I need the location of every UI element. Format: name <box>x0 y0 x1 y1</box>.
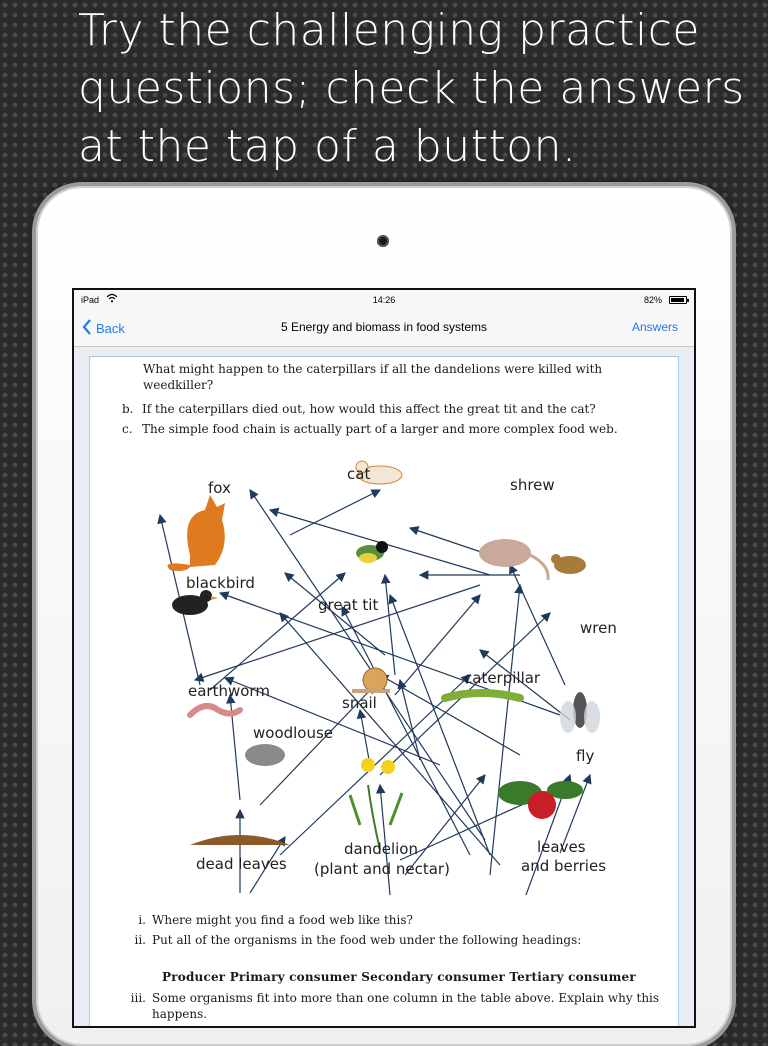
question-ii-text: Put all of the organisms in the food web under the following headings: <box>152 933 582 947</box>
wren-label: wren <box>580 619 617 637</box>
navigation-bar <box>74 310 694 347</box>
arrow <box>290 490 380 535</box>
dandelion-label: dandelion <box>344 840 418 858</box>
question-ii-marker: ii. <box>134 933 146 947</box>
answers-button[interactable]: Answers <box>631 320 678 334</box>
question-b-text: If the caterpillars died out, how would this affect the great tit and the cat? <box>142 402 596 416</box>
question-c-marker: c. <box>122 422 133 436</box>
arrow <box>510 565 565 685</box>
battery-percent: 82% <box>643 295 662 305</box>
app-screen <box>72 288 696 1028</box>
fly-illustration <box>560 692 600 733</box>
question-iii <box>122 990 662 1022</box>
arrow <box>490 585 520 875</box>
question-i <box>122 912 662 928</box>
question-c <box>122 421 662 437</box>
wren-illustration <box>551 554 586 574</box>
question-iii-text: Some organisms fit into more than one column in the table above. Explain why this happens. <box>152 991 660 1021</box>
fox-illustration <box>168 495 226 571</box>
caterpillar-label: caterpillar <box>464 669 541 687</box>
carrier-label: iPad <box>81 295 100 305</box>
arrow <box>360 710 370 765</box>
dandelion-illustration <box>350 758 402 850</box>
dead-leaves-label: dead leaves <box>196 855 287 873</box>
fly-label: fly <box>576 747 595 765</box>
question-i-marker: i. <box>138 913 146 927</box>
fox-label: fox <box>208 479 231 497</box>
question-b <box>122 401 662 417</box>
content-page <box>89 356 679 1028</box>
leaves-label: leaves <box>537 838 586 856</box>
back-label: Back <box>96 321 125 336</box>
woodlouse-label: woodlouse <box>253 724 334 742</box>
leaves-berries-illustration <box>498 781 583 819</box>
question-ii <box>122 932 662 948</box>
berries-label: and berries <box>521 857 607 875</box>
food-web-diagram <box>90 455 678 895</box>
column-headings: Producer Primary consumer Secondary consumer Tertiary consumer <box>162 970 636 984</box>
great-tit-illustration <box>356 541 388 563</box>
question-c-text: The simple food chain is actually part of a larger and more complex food web. <box>142 422 618 436</box>
question-i-text: Where might you find a food web like this? <box>152 913 413 927</box>
earthworm-label: earthworm <box>188 682 270 700</box>
cat-label: cat <box>347 465 371 483</box>
question-b-marker: b. <box>122 402 134 416</box>
snail-label: snail <box>342 694 377 712</box>
earthworm-illustration <box>190 706 240 715</box>
arrow <box>385 575 395 675</box>
great-tit-label: great tit <box>318 596 379 614</box>
camera-icon <box>377 235 389 247</box>
dead-leaves-illustration <box>190 835 290 845</box>
woodlouse-illustration <box>245 744 285 766</box>
blackbird-label: blackbird <box>186 574 255 592</box>
arrow <box>285 573 385 655</box>
page-title: 5 Energy and biomass in food systems <box>280 320 488 334</box>
arrow <box>390 595 490 855</box>
status-time: 14:26 <box>372 295 396 305</box>
question-iii-marker: iii. <box>130 991 146 1005</box>
dandelion-sub-label: (plant and nectar) <box>314 860 450 878</box>
shrew-label: shrew <box>510 476 555 494</box>
status-bar <box>74 290 694 310</box>
question-intro: What might happen to the caterpillars if all the dandelions were killed with weedkiller? <box>143 362 603 392</box>
caterpillar-illustration <box>445 693 520 698</box>
headline: Try the challenging practice questions; check the answers at the tap of a button. <box>78 5 745 172</box>
arrow <box>410 528 490 555</box>
battery-icon <box>669 296 687 304</box>
